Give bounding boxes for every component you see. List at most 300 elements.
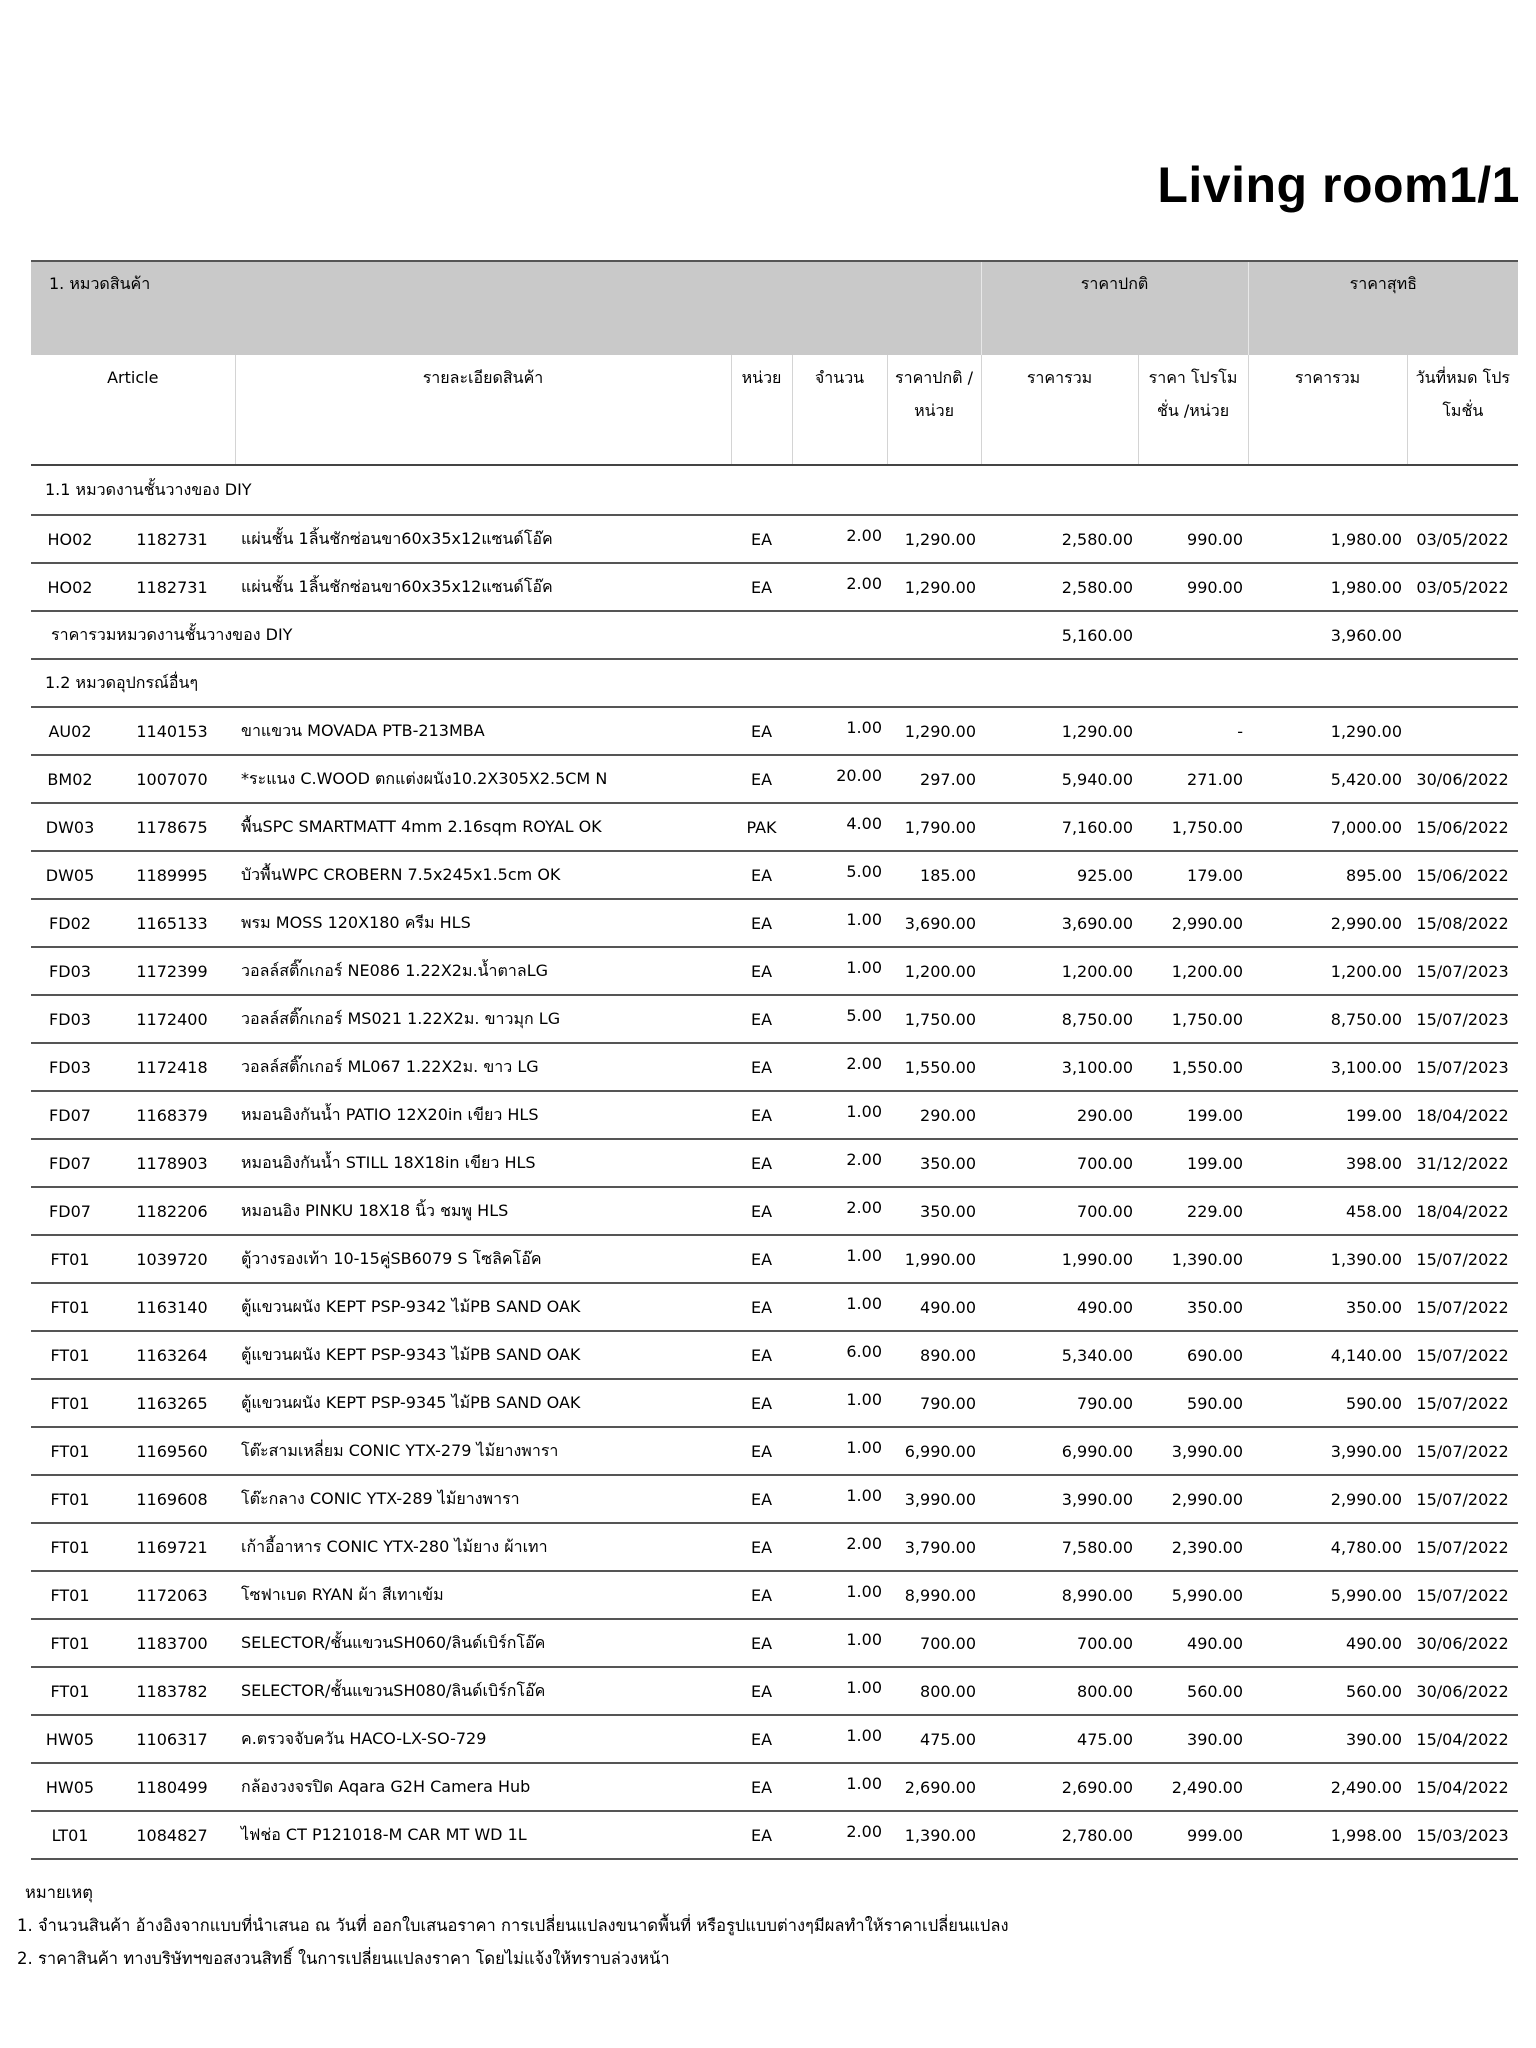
article-number: 1182731 xyxy=(109,515,235,563)
dept-code: FD07 xyxy=(31,1091,109,1139)
normal-total: 7,580.00 xyxy=(981,1523,1138,1571)
promo-unit-price: 5,990.00 xyxy=(1138,1571,1248,1619)
normal-total: 1,290.00 xyxy=(981,707,1138,755)
table-row xyxy=(31,1139,1518,1187)
dept-code: HO02 xyxy=(31,563,109,611)
promo-end-date: 15/06/2022 xyxy=(1407,851,1518,899)
net-total: 1,290.00 xyxy=(1248,707,1407,755)
promo-end-date: 15/07/2022 xyxy=(1407,1523,1518,1571)
promo-end-date: 15/04/2022 xyxy=(1407,1763,1518,1811)
quantity: 1.00 xyxy=(792,1571,887,1619)
dept-code: FT01 xyxy=(31,1667,109,1715)
unit: EA xyxy=(731,1331,792,1379)
promo-end-date xyxy=(1407,707,1518,755)
promo-unit-price: - xyxy=(1138,707,1248,755)
notes xyxy=(17,1876,1009,1975)
quotation-table xyxy=(31,260,1518,1860)
item-description: แผ่นชั้น 1ลิ้นชักซ่อนขา60x35x12แซนด์โอ๊ค xyxy=(235,515,731,563)
unit: PAK xyxy=(731,803,792,851)
unit: EA xyxy=(731,1379,792,1427)
net-total: 1,998.00 xyxy=(1248,1811,1407,1859)
quantity: 1.00 xyxy=(792,1283,887,1331)
item-description: โต๊ะสามเหลี่ยม CONIC YTX-279 ไม้ยางพารา xyxy=(235,1427,731,1475)
quantity: 1.00 xyxy=(792,947,887,995)
normal-total: 8,990.00 xyxy=(981,1571,1138,1619)
normal-unit-price: 185.00 xyxy=(887,851,981,899)
normal-total: 3,990.00 xyxy=(981,1475,1138,1523)
normal-total: 5,940.00 xyxy=(981,755,1138,803)
quantity: 4.00 xyxy=(792,803,887,851)
item-description: พรม MOSS 120X180 ครีม HLS xyxy=(235,899,731,947)
promo-unit-price: 560.00 xyxy=(1138,1667,1248,1715)
article-number: 1180499 xyxy=(109,1763,235,1811)
table-row xyxy=(31,899,1518,947)
page-title: Living room1/1 xyxy=(1157,157,1520,213)
normal-total: 7,160.00 xyxy=(981,803,1138,851)
unit: EA xyxy=(731,1667,792,1715)
unit: EA xyxy=(731,1427,792,1475)
dept-code: DW05 xyxy=(31,851,109,899)
item-description: ตู้แขวนผนัง KEPT PSP-9345 ไม้PB SAND OAK xyxy=(235,1379,731,1427)
subtotal-spacer xyxy=(1407,611,1518,659)
normal-price-group-header: ราคาปกติ xyxy=(981,261,1248,355)
dept-code: FD03 xyxy=(31,1043,109,1091)
promo-end-date: 15/08/2022 xyxy=(1407,899,1518,947)
unit: EA xyxy=(731,1139,792,1187)
quantity: 2.00 xyxy=(792,1811,887,1859)
net-total: 3,990.00 xyxy=(1248,1427,1407,1475)
table-row xyxy=(31,1715,1518,1763)
dept-code: FT01 xyxy=(31,1331,109,1379)
promo-end-date: 15/07/2022 xyxy=(1407,1427,1518,1475)
net-total: 4,140.00 xyxy=(1248,1331,1407,1379)
promo-end-date: 30/06/2022 xyxy=(1407,1667,1518,1715)
unit: EA xyxy=(731,1091,792,1139)
normal-total: 6,990.00 xyxy=(981,1427,1138,1475)
promo-end-date: 15/07/2022 xyxy=(1407,1235,1518,1283)
unit: EA xyxy=(731,1811,792,1859)
net-total: 199.00 xyxy=(1248,1091,1407,1139)
article-number: 1178903 xyxy=(109,1139,235,1187)
section-row xyxy=(31,659,1518,707)
quantity: 1.00 xyxy=(792,1475,887,1523)
table-row xyxy=(31,1379,1518,1427)
article-number: 1172400 xyxy=(109,995,235,1043)
unit: EA xyxy=(731,1043,792,1091)
net-total: 3,100.00 xyxy=(1248,1043,1407,1091)
article-number: 1163265 xyxy=(109,1379,235,1427)
dept-code: FT01 xyxy=(31,1235,109,1283)
promo-unit-price: 2,990.00 xyxy=(1138,899,1248,947)
quantity: 1.00 xyxy=(792,707,887,755)
dept-code: FT01 xyxy=(31,1427,109,1475)
promo-unit-price: 590.00 xyxy=(1138,1379,1248,1427)
unit: EA xyxy=(731,1571,792,1619)
dept-code: HW05 xyxy=(31,1763,109,1811)
article-number: 1189995 xyxy=(109,851,235,899)
promo-end-date: 03/05/2022 xyxy=(1407,563,1518,611)
unit: EA xyxy=(731,755,792,803)
net-total: 2,990.00 xyxy=(1248,899,1407,947)
quantity: 5.00 xyxy=(792,851,887,899)
promo-unit-price: 1,390.00 xyxy=(1138,1235,1248,1283)
normal-unit-price: 1,790.00 xyxy=(887,803,981,851)
net-total: 1,980.00 xyxy=(1248,563,1407,611)
net-total: 2,990.00 xyxy=(1248,1475,1407,1523)
article-number: 1165133 xyxy=(109,899,235,947)
table-row xyxy=(31,947,1518,995)
article-number: 1183782 xyxy=(109,1667,235,1715)
dept-code: BM02 xyxy=(31,755,109,803)
column-header-normal-total: ราคารวม xyxy=(981,355,1138,465)
dept-code: FT01 xyxy=(31,1283,109,1331)
normal-total: 290.00 xyxy=(981,1091,1138,1139)
notes-title: หมายเหตุ xyxy=(25,1883,93,1902)
net-total: 895.00 xyxy=(1248,851,1407,899)
table-row xyxy=(31,707,1518,755)
normal-total: 2,580.00 xyxy=(981,563,1138,611)
normal-unit-price: 1,290.00 xyxy=(887,515,981,563)
unit: EA xyxy=(731,1763,792,1811)
item-description: วอลล์สติ๊กเกอร์ MS021 1.22X2ม. ขาวมุก LG xyxy=(235,995,731,1043)
subtotal-spacer xyxy=(887,611,981,659)
unit: EA xyxy=(731,899,792,947)
unit: EA xyxy=(731,947,792,995)
promo-unit-price: 199.00 xyxy=(1138,1139,1248,1187)
normal-total: 490.00 xyxy=(981,1283,1138,1331)
table-row xyxy=(31,1619,1518,1667)
dept-code: DW03 xyxy=(31,803,109,851)
normal-total: 2,580.00 xyxy=(981,515,1138,563)
article-number: 1007070 xyxy=(109,755,235,803)
quantity: 20.00 xyxy=(792,755,887,803)
section-title: 1.2 หมวดอุปกรณ์อื่นๆ xyxy=(31,659,1518,707)
quantity: 2.00 xyxy=(792,515,887,563)
column-header-promo-end-date: วันที่หมด โปรโมชั่น xyxy=(1407,355,1518,465)
normal-total: 700.00 xyxy=(981,1139,1138,1187)
table-row xyxy=(31,1763,1518,1811)
note-item: 2. ราคาสินค้า ทางบริษัทฯขอสงวนสิทธิ์ ในการเปลี่ยนแปลงราคา โดยไม่แจ้งให้ทราบล่วงหน้า xyxy=(17,1949,670,1968)
item-description: ค.ตรวจจับควัน HACO-LX-SO-729 xyxy=(235,1715,731,1763)
table-row xyxy=(31,1187,1518,1235)
unit: EA xyxy=(731,1283,792,1331)
promo-unit-price: 271.00 xyxy=(1138,755,1248,803)
net-total: 5,420.00 xyxy=(1248,755,1407,803)
quantity: 2.00 xyxy=(792,1043,887,1091)
normal-total: 3,690.00 xyxy=(981,899,1138,947)
promo-end-date: 15/07/2023 xyxy=(1407,995,1518,1043)
table-column-header-row xyxy=(31,355,1518,465)
promo-unit-price: 490.00 xyxy=(1138,1619,1248,1667)
section-row xyxy=(31,465,1518,515)
column-header-promo-unit-price: ราคา โปรโมชั่น /หน่วย xyxy=(1138,355,1248,465)
item-description: หมอนอิงกันน้ำ PATIO 12X20in เขียว HLS xyxy=(235,1091,731,1139)
dept-code: FT01 xyxy=(31,1475,109,1523)
normal-unit-price: 1,290.00 xyxy=(887,707,981,755)
item-description: โซฟาเบด RYAN ผ้า สีเทาเข้ม xyxy=(235,1571,731,1619)
quantity: 1.00 xyxy=(792,899,887,947)
unit: EA xyxy=(731,515,792,563)
normal-unit-price: 1,200.00 xyxy=(887,947,981,995)
unit: EA xyxy=(731,1475,792,1523)
dept-code: FT01 xyxy=(31,1379,109,1427)
normal-total: 800.00 xyxy=(981,1667,1138,1715)
normal-total: 790.00 xyxy=(981,1379,1138,1427)
dept-code: LT01 xyxy=(31,1811,109,1859)
item-description: วอลล์สติ๊กเกอร์ NE086 1.22X2ม.น้ำตาลLG xyxy=(235,947,731,995)
article-number: 1163264 xyxy=(109,1331,235,1379)
net-total: 350.00 xyxy=(1248,1283,1407,1331)
item-description: ตู้วางรองเท้า 10-15คู่SB6079 S โซลิคโอ๊ค xyxy=(235,1235,731,1283)
item-description: กล้องวงจรปิด Aqara G2H Camera Hub xyxy=(235,1763,731,1811)
table-row xyxy=(31,755,1518,803)
article-number: 1169721 xyxy=(109,1523,235,1571)
promo-unit-price: 999.00 xyxy=(1138,1811,1248,1859)
promo-unit-price: 1,750.00 xyxy=(1138,995,1248,1043)
item-description: โต๊ะกลาง CONIC YTX-289 ไม้ยางพารา xyxy=(235,1475,731,1523)
promo-end-date: 15/07/2022 xyxy=(1407,1475,1518,1523)
subtotal-net-total: 3,960.00 xyxy=(1248,611,1407,659)
table-row xyxy=(31,1667,1518,1715)
promo-unit-price: 1,550.00 xyxy=(1138,1043,1248,1091)
normal-unit-price: 700.00 xyxy=(887,1619,981,1667)
normal-unit-price: 1,750.00 xyxy=(887,995,981,1043)
promo-end-date: 15/07/2022 xyxy=(1407,1571,1518,1619)
article-number: 1084827 xyxy=(109,1811,235,1859)
normal-unit-price: 8,990.00 xyxy=(887,1571,981,1619)
promo-end-date: 18/04/2022 xyxy=(1407,1091,1518,1139)
section-title: 1.1 หมวดงานชั้นวางของ DIY xyxy=(31,465,1518,515)
normal-total: 475.00 xyxy=(981,1715,1138,1763)
unit: EA xyxy=(731,995,792,1043)
unit: EA xyxy=(731,1619,792,1667)
table-row xyxy=(31,1091,1518,1139)
unit: EA xyxy=(731,1523,792,1571)
column-header-normal-unit-price: ราคาปกติ /หน่วย xyxy=(887,355,981,465)
quantity: 2.00 xyxy=(792,1187,887,1235)
table-row xyxy=(31,1571,1518,1619)
article-number: 1182731 xyxy=(109,563,235,611)
promo-end-date: 15/06/2022 xyxy=(1407,803,1518,851)
normal-total: 700.00 xyxy=(981,1187,1138,1235)
normal-unit-price: 2,690.00 xyxy=(887,1763,981,1811)
normal-total: 925.00 xyxy=(981,851,1138,899)
promo-unit-price: 350.00 xyxy=(1138,1283,1248,1331)
table-row xyxy=(31,1331,1518,1379)
net-total: 398.00 xyxy=(1248,1139,1407,1187)
table-row xyxy=(31,1235,1518,1283)
promo-end-date: 18/04/2022 xyxy=(1407,1187,1518,1235)
item-description: บัวพื้นWPC CROBERN 7.5x245x1.5cm OK xyxy=(235,851,731,899)
promo-unit-price: 1,750.00 xyxy=(1138,803,1248,851)
promo-unit-price: 1,200.00 xyxy=(1138,947,1248,995)
promo-end-date: 15/07/2022 xyxy=(1407,1331,1518,1379)
table-row xyxy=(31,1427,1518,1475)
dept-code: FD02 xyxy=(31,899,109,947)
dept-code: HW05 xyxy=(31,1715,109,1763)
net-total: 1,200.00 xyxy=(1248,947,1407,995)
quantity: 2.00 xyxy=(792,1139,887,1187)
normal-unit-price: 3,990.00 xyxy=(887,1475,981,1523)
subtotal-row xyxy=(31,611,1518,659)
net-total: 1,980.00 xyxy=(1248,515,1407,563)
promo-end-date: 31/12/2022 xyxy=(1407,1139,1518,1187)
dept-code: FT01 xyxy=(31,1523,109,1571)
dept-code: FT01 xyxy=(31,1619,109,1667)
normal-unit-price: 1,390.00 xyxy=(887,1811,981,1859)
promo-unit-price: 2,990.00 xyxy=(1138,1475,1248,1523)
promo-unit-price: 2,390.00 xyxy=(1138,1523,1248,1571)
normal-total: 1,990.00 xyxy=(981,1235,1138,1283)
article-number: 1168379 xyxy=(109,1091,235,1139)
column-header-unit: หน่วย xyxy=(731,355,792,465)
promo-end-date: 15/07/2022 xyxy=(1407,1379,1518,1427)
normal-total: 2,780.00 xyxy=(981,1811,1138,1859)
normal-unit-price: 290.00 xyxy=(887,1091,981,1139)
quantity: 1.00 xyxy=(792,1091,887,1139)
net-total: 7,000.00 xyxy=(1248,803,1407,851)
table-row xyxy=(31,1811,1518,1859)
quantity: 1.00 xyxy=(792,1667,887,1715)
article-number: 1172399 xyxy=(109,947,235,995)
table-row xyxy=(31,515,1518,563)
normal-unit-price: 490.00 xyxy=(887,1283,981,1331)
item-description: ตู้แขวนผนัง KEPT PSP-9343 ไม้PB SAND OAK xyxy=(235,1331,731,1379)
quantity: 5.00 xyxy=(792,995,887,1043)
normal-total: 2,690.00 xyxy=(981,1763,1138,1811)
unit: EA xyxy=(731,707,792,755)
article-number: 1039720 xyxy=(109,1235,235,1283)
dept-code: AU02 xyxy=(31,707,109,755)
table-row xyxy=(31,995,1518,1043)
article-number: 1178675 xyxy=(109,803,235,851)
table-header-group-row xyxy=(31,261,1518,355)
note-item: 1. จำนวนสินค้า อ้างอิงจากแบบที่นำเสนอ ณ วันที่ ออกใบเสนอราคา การเปลี่ยนแปลงขนาดพื้นที่ หรือรูปแบบต่างๆมีผลทำให้ราคาเปลี่ยนแปลง xyxy=(17,1916,1009,1935)
net-total: 560.00 xyxy=(1248,1667,1407,1715)
item-description: หมอนอิง PINKU 18X18 นิ้ว ชมพู HLS xyxy=(235,1187,731,1235)
promo-end-date: 30/06/2022 xyxy=(1407,1619,1518,1667)
normal-unit-price: 350.00 xyxy=(887,1139,981,1187)
normal-unit-price: 800.00 xyxy=(887,1667,981,1715)
item-description: *ระแนง C.WOOD ตกแต่งผนัง10.2X305X2.5CM N xyxy=(235,755,731,803)
unit: EA xyxy=(731,1235,792,1283)
promo-end-date: 15/03/2023 xyxy=(1407,1811,1518,1859)
item-description: ขาแขวน MOVADA PTB-213MBA xyxy=(235,707,731,755)
net-total: 590.00 xyxy=(1248,1379,1407,1427)
promo-end-date: 15/07/2023 xyxy=(1407,1043,1518,1091)
promo-unit-price: 990.00 xyxy=(1138,515,1248,563)
dept-code: FD07 xyxy=(31,1187,109,1235)
quantity: 2.00 xyxy=(792,563,887,611)
quantity: 6.00 xyxy=(792,1331,887,1379)
net-total: 1,390.00 xyxy=(1248,1235,1407,1283)
net-total: 8,750.00 xyxy=(1248,995,1407,1043)
quantity: 2.00 xyxy=(792,1523,887,1571)
quantity: 1.00 xyxy=(792,1379,887,1427)
article-number: 1172418 xyxy=(109,1043,235,1091)
article-number: 1163140 xyxy=(109,1283,235,1331)
table-row xyxy=(31,851,1518,899)
normal-unit-price: 350.00 xyxy=(887,1187,981,1235)
normal-total: 700.00 xyxy=(981,1619,1138,1667)
column-header-qty: จำนวน xyxy=(792,355,887,465)
quantity: 1.00 xyxy=(792,1763,887,1811)
table-row xyxy=(31,1523,1518,1571)
dept-code: FT01 xyxy=(31,1571,109,1619)
article-number: 1106317 xyxy=(109,1715,235,1763)
quantity: 1.00 xyxy=(792,1715,887,1763)
table-row xyxy=(31,803,1518,851)
normal-unit-price: 890.00 xyxy=(887,1331,981,1379)
unit: EA xyxy=(731,563,792,611)
normal-total: 1,200.00 xyxy=(981,947,1138,995)
article-number: 1182206 xyxy=(109,1187,235,1235)
net-total: 4,780.00 xyxy=(1248,1523,1407,1571)
dept-code: FD07 xyxy=(31,1139,109,1187)
promo-end-date: 15/07/2022 xyxy=(1407,1283,1518,1331)
dept-code: FD03 xyxy=(31,995,109,1043)
item-description: หมอนอิงกันน้ำ STILL 18X18in เขียว HLS xyxy=(235,1139,731,1187)
article-number: 1169608 xyxy=(109,1475,235,1523)
item-description: SELECTOR/ชั้นแขวนSH060/ลินด์เบิร์กโอ๊ค xyxy=(235,1619,731,1667)
promo-unit-price: 2,490.00 xyxy=(1138,1763,1248,1811)
net-total: 5,990.00 xyxy=(1248,1571,1407,1619)
normal-unit-price: 790.00 xyxy=(887,1379,981,1427)
unit: EA xyxy=(731,1187,792,1235)
promo-unit-price: 690.00 xyxy=(1138,1331,1248,1379)
net-total: 2,490.00 xyxy=(1248,1763,1407,1811)
table-row xyxy=(31,1475,1518,1523)
article-number: 1172063 xyxy=(109,1571,235,1619)
net-price-group-header: ราคาสุทธิ xyxy=(1248,261,1518,355)
unit: EA xyxy=(731,1715,792,1763)
promo-unit-price: 179.00 xyxy=(1138,851,1248,899)
subtotal-normal-total: 5,160.00 xyxy=(981,611,1138,659)
promo-end-date: 15/07/2023 xyxy=(1407,947,1518,995)
item-description: ไฟช่อ CT P121018-M CAR MT WD 1L xyxy=(235,1811,731,1859)
net-total: 458.00 xyxy=(1248,1187,1407,1235)
normal-unit-price: 475.00 xyxy=(887,1715,981,1763)
normal-total: 3,100.00 xyxy=(981,1043,1138,1091)
normal-total: 5,340.00 xyxy=(981,1331,1138,1379)
normal-unit-price: 3,790.00 xyxy=(887,1523,981,1571)
item-description: พื้นSPC SMARTMATT 4mm 2.16sqm ROYAL OK xyxy=(235,803,731,851)
quantity: 1.00 xyxy=(792,1427,887,1475)
promo-end-date: 03/05/2022 xyxy=(1407,515,1518,563)
promo-unit-price: 229.00 xyxy=(1138,1187,1248,1235)
quantity: 1.00 xyxy=(792,1619,887,1667)
promo-end-date: 15/04/2022 xyxy=(1407,1715,1518,1763)
normal-unit-price: 1,290.00 xyxy=(887,563,981,611)
promo-unit-price: 390.00 xyxy=(1138,1715,1248,1763)
normal-unit-price: 3,690.00 xyxy=(887,899,981,947)
net-total: 490.00 xyxy=(1248,1619,1407,1667)
table-row xyxy=(31,563,1518,611)
subtotal-label: ราคารวมหมวดงานชั้นวางของ DIY xyxy=(31,611,887,659)
item-description: วอลล์สติ๊กเกอร์ ML067 1.22X2ม. ขาว LG xyxy=(235,1043,731,1091)
normal-total: 8,750.00 xyxy=(981,995,1138,1043)
column-header-article: Article xyxy=(31,355,235,465)
normal-unit-price: 297.00 xyxy=(887,755,981,803)
article-number: 1169560 xyxy=(109,1427,235,1475)
table-row xyxy=(31,1043,1518,1091)
item-description: ตู้แขวนผนัง KEPT PSP-9342 ไม้PB SAND OAK xyxy=(235,1283,731,1331)
dept-code: FD03 xyxy=(31,947,109,995)
normal-unit-price: 6,990.00 xyxy=(887,1427,981,1475)
article-number: 1183700 xyxy=(109,1619,235,1667)
subtotal-spacer xyxy=(1138,611,1248,659)
item-description: เก้าอี้อาหาร CONIC YTX-280 ไม้ยาง ผ้าเทา xyxy=(235,1523,731,1571)
